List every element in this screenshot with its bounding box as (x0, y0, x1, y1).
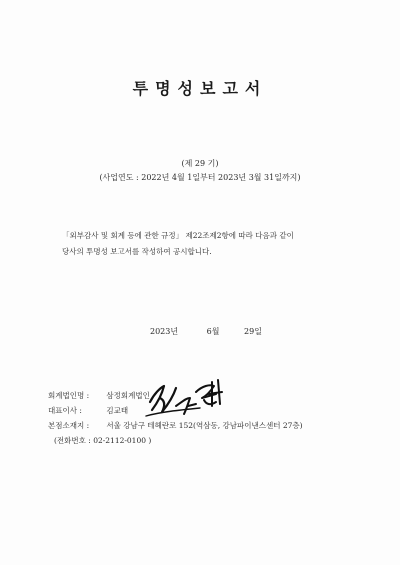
body-text-line-2: 당사의 투명성 보고서를 작성하여 공시합니다. (62, 247, 212, 256)
body-text-line-1: 「외부감사 및 회계 등에 관한 규정」 제22조제2항에 따라 다음과 같이 (62, 231, 294, 240)
date-year: 2023년 (150, 327, 179, 336)
address-value: 서울 강남구 테헤란로 152(역삼동, 강남파이낸스센터 27층) (106, 421, 303, 430)
fiscal-term: (제 29 기) (181, 159, 219, 168)
ceo-label: 대표이사 : (48, 406, 82, 415)
firm-name-row (48, 390, 150, 401)
document-title: 투명성보고서 (132, 79, 268, 98)
phone-row: (전화번호 : 02-2112-0100 ) (54, 436, 152, 445)
date-month: 6월 (206, 327, 220, 336)
ceo-row (48, 405, 128, 416)
firm-name-label: 회계법인명 : (48, 391, 90, 400)
report-date (150, 326, 262, 337)
ceo-value: 김교태 (106, 406, 129, 415)
handwritten-signature (140, 372, 235, 422)
firm-name-value: 삼정회계법인 (106, 391, 150, 400)
address-label: 본점소재지 : (48, 421, 90, 430)
date-day: 29일 (244, 327, 262, 336)
fiscal-period: (사업연도 : 2022년 4월 1일부터 2023년 3월 31일까지) (99, 173, 301, 182)
